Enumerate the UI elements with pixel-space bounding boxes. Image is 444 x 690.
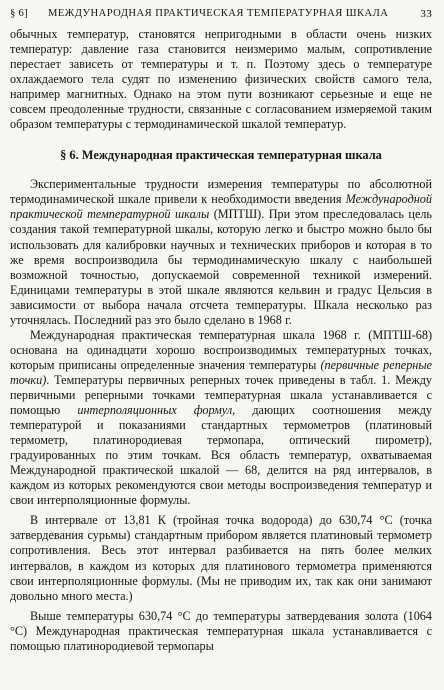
paragraph-platinum-thermometer: В интервале от 13,81 К (тройная точка водорода) до 630,74 °С (точка затвердевания сурьмы) стандартным прибором является платиновый термометр сопротивления. Весь этот интервал разбивается на пять более мелких интервалов, в каждом из которых для платинового термометра применяются свои интерполяционные формулы. (Мы не приводим их, так как они занимают довольно много места.) — [10, 513, 432, 603]
text-run: . Температуры первичных реперных точек приведены в табл. 1. Между первичными реперными точками температурная шкала устанавливается с помощью — [10, 372, 432, 418]
paragraph-mptsh-intro — [10, 177, 432, 327]
emphasis-text: (первичные реперные точки) — [10, 357, 432, 387]
emphasis-text: Международной практической температурной шкалы — [10, 192, 432, 222]
text-run: Экспериментальные трудности измерения температуры по абсолютной термодинамической шкале привели к необходимости введения — [10, 177, 432, 207]
text-run: , дающих соотношения между температурой и показаниями стандартных термометров (платиновый термометр, платинородиевая термопара, оптический пирометр), градуированных по этим точкам. Вся область температур, охватываемая Международной практической шкалой — 68, делится на ряд интервалов, в каждом из которых рекомендуются свои методы воспроизведения температур и свои интерполяционные формулы. — [10, 403, 433, 508]
page-number: 33 — [420, 8, 432, 20]
paragraph-continued: обычных температур, становятся непригодными в области очень низких температур: давление газа становится неизмеримо малым, сопротивление перестает зависеть от температуры и т. п. Поэтому здесь о температуре охлаждаемого тела судят по изменению физических свойств самого тела, например магнитных. Однако на этом пути возникают серьезные и еще не совсем преодоленные трудности, связанные с согласованием измеряемой таким образом температуры с термодинамической шкалой температур. — [10, 27, 432, 132]
page-body — [10, 27, 432, 654]
header-running-title: МЕЖДУНАРОДНАЯ ПРАКТИЧЕСКАЯ ТЕМПЕРАТУРНАЯ ШКАЛА — [48, 8, 389, 19]
header-section-mark: § 6] — [10, 8, 28, 19]
emphasis-text: интерполяционных формул — [77, 403, 233, 418]
text-run: Международная практическая температурная шкала 1968 г. (МПТШ-68) основана на одинадцати хорошо воспроизводимых температурных точках, которым приписаны определенные значения температуры — [10, 327, 432, 372]
section-heading: § 6. Международная практическая температурная шкала — [60, 148, 382, 163]
running-header — [10, 8, 434, 22]
paragraph-mptsh-68 — [10, 328, 432, 509]
paragraph-thermocouple: Выше температуры 630,74 °С до температуры затвердевания золота (1064 °С) Международная практическая температурная шкала устанавливается с помощью платинородиевой термопары — [10, 608, 432, 653]
text-run: (МПТШ). При этом преследовалась цель создания такой температурной шкалы, которую легко и быстро можно было бы использовать для калибровки научных и технических приборов и которая в то же время воспроизводила бы термодинамическую шкалу с наибольшей возможной точностью, допускаемой современной техникой измерений. Единицами температуры в этой шкале являются кельвин и градус Цельсия в зависимости от выбора начала отсчета температуры. Шкала несколько раз уточнялась. Последний раз это было сделано в 1968 г. — [10, 207, 432, 327]
